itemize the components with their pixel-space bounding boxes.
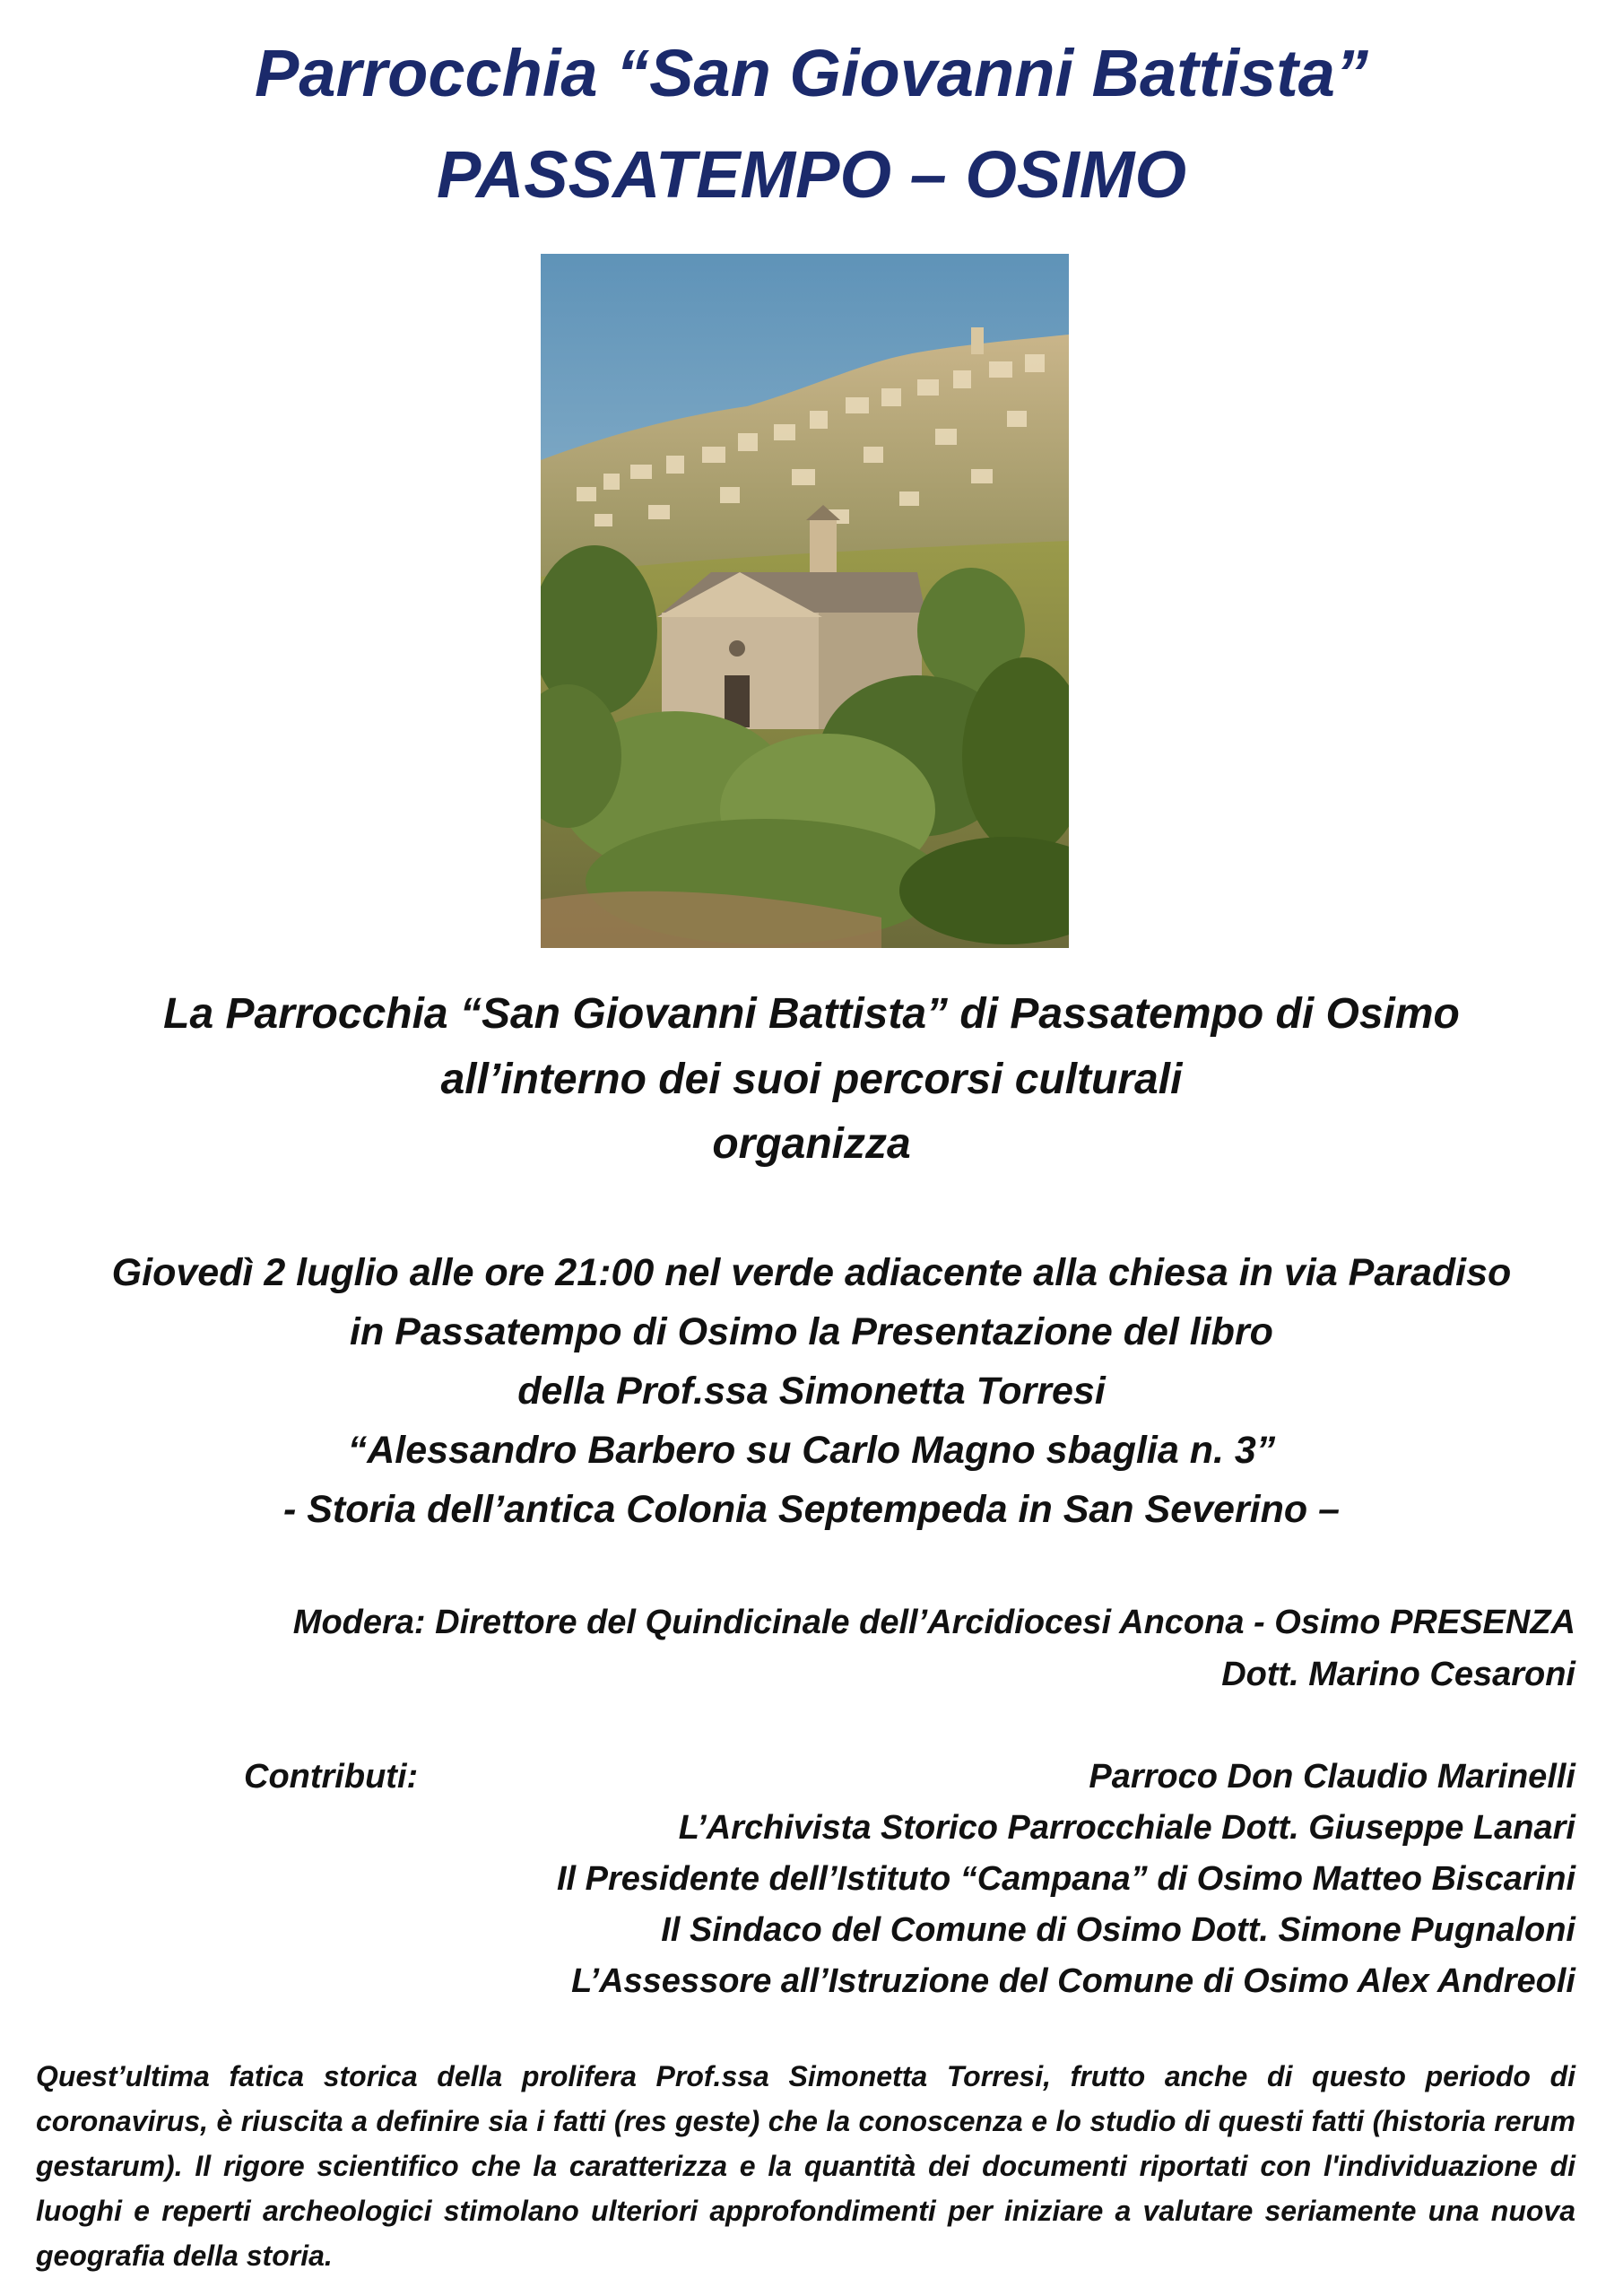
intro-line-2: all’interno dei suoi percorsi culturali <box>440 1056 1183 1103</box>
church-landscape-photo <box>541 254 1069 948</box>
book-description: Quest’ultima fatica storica della prolifera Prof.ssa Simonetta Torresi, frutto anche di questo periodo di coronavirus, è riuscita a definire sia i fatti (res geste) che la conoscenza e lo studio di questi fatti (historia rerum gestarum). Il rigore scientifico che la caratterizza e la quantità dei documenti riportati con l'individuazione di luoghi e reperti archeologici stimolano ulteriori approfondimenti per iniziare a valutare seriamente una nuova geografia della storia. <box>36 2060 1575 2272</box>
moderator-line-2: Dott. Marino Cesaroni <box>1221 1656 1575 1693</box>
event-line-5: - Storia dell’antica Colonia Septempeda in San Severino – <box>282 1488 1341 1531</box>
contributor-2: L’Archivista Storico Parrocchiale Dott. Giuseppe Lanari <box>678 1809 1575 1847</box>
title-line-1: Parrocchia “San Giovanni Battista” <box>255 36 1368 110</box>
event-line-2: in Passatempo di Osimo la Presentazione del libro <box>350 1310 1273 1353</box>
event-line-1: Giovedì 2 luglio alle ore 21:00 nel verde adiacente alla chiesa in via Paradiso <box>111 1251 1512 1294</box>
event-line-3: della Prof.ssa Simonetta Torresi <box>517 1370 1106 1413</box>
intro-line-1: La Parrocchia “San Giovanni Battista” di Passatempo di Osimo <box>163 990 1460 1038</box>
contributor-3: Il Presidente dell’Istituto “Campana” di Osimo Matteo Biscarini <box>556 1860 1575 1898</box>
contributor-5: L’Assessore all’Istruzione del Comune di Osimo Alex Andreoli <box>571 1962 1575 2000</box>
intro-line-3: organizza <box>712 1120 911 1168</box>
event-line-4: “Alessandro Barbero su Carlo Magno sbaglia n. 3” <box>347 1429 1276 1472</box>
contributor-4: Il Sindaco del Comune di Osimo Dott. Simone Pugnaloni <box>661 1911 1575 1949</box>
title-line-2: PASSATEMPO – OSIMO <box>436 137 1187 212</box>
contributions-label: Contributi: <box>244 1758 419 1796</box>
moderator-line-1: Modera: Direttore del Quindicinale dell’Arcidiocesi Ancona - Osimo PRESENZA <box>292 1604 1575 1641</box>
contributor-1: Parroco Don Claudio Marinelli <box>1089 1758 1575 1796</box>
